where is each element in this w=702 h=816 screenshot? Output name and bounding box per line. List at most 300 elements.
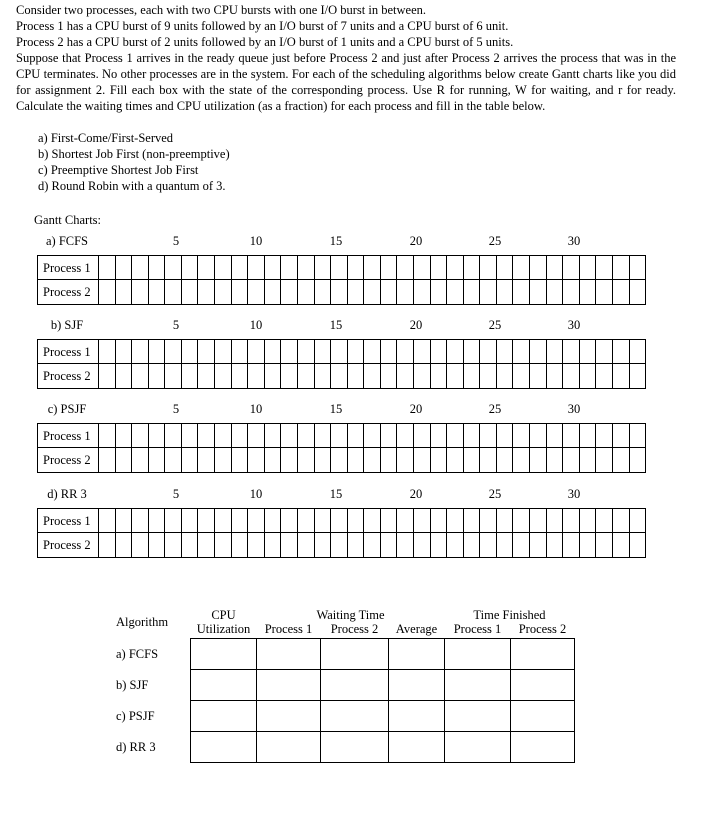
gantt-cell[interactable]: [116, 256, 133, 279]
gantt-cell[interactable]: [364, 280, 381, 304]
gantt-cell[interactable]: [248, 533, 265, 557]
time-tick-label: 25: [488, 318, 502, 332]
gantt-cell[interactable]: [447, 364, 464, 388]
gantt-cell[interactable]: [431, 448, 448, 472]
gantt-cell[interactable]: [547, 509, 564, 532]
gantt-cell[interactable]: [215, 424, 232, 447]
gantt-cell[interactable]: [198, 424, 215, 447]
gantt-cell[interactable]: [265, 533, 282, 557]
gantt-cell[interactable]: [397, 256, 414, 279]
finish-p2-cell[interactable]: [511, 701, 575, 732]
gantt-cell[interactable]: [630, 533, 646, 557]
gantt-cell[interactable]: [480, 340, 497, 363]
gantt-cell[interactable]: [513, 509, 530, 532]
gantt-cell[interactable]: [298, 256, 315, 279]
gantt-cell[interactable]: [630, 340, 646, 363]
gantt-cell[interactable]: [447, 340, 464, 363]
gantt-cell[interactable]: [99, 280, 116, 304]
gantt-cell[interactable]: [447, 256, 464, 279]
gantt-cell[interactable]: [381, 509, 398, 532]
gantt-cell[interactable]: [530, 280, 547, 304]
gantt-cell[interactable]: [381, 340, 398, 363]
gantt-cell[interactable]: [281, 448, 298, 472]
gantt-cell[interactable]: [580, 280, 597, 304]
gantt-cell[interactable]: [265, 340, 282, 363]
cpu-util-cell[interactable]: [191, 701, 257, 732]
gantt-cell[interactable]: [530, 364, 547, 388]
gantt-cell[interactable]: [381, 364, 398, 388]
gantt-cell[interactable]: [547, 364, 564, 388]
gantt-cell[interactable]: [397, 364, 414, 388]
cpu-util-cell[interactable]: [191, 639, 257, 670]
gantt-cell[interactable]: [149, 533, 166, 557]
gantt-cell[interactable]: [547, 256, 564, 279]
gantt-cell[interactable]: [381, 424, 398, 447]
gantt-cell[interactable]: [232, 448, 249, 472]
gantt-cell[interactable]: [116, 509, 133, 532]
gantt-cell[interactable]: [348, 448, 365, 472]
time-tick-label: 20: [409, 487, 423, 501]
gantt-cell[interactable]: [116, 280, 133, 304]
gantt-cell[interactable]: [149, 448, 166, 472]
gantt-cell[interactable]: [431, 509, 448, 532]
gantt-cell[interactable]: [364, 509, 381, 532]
gantt-cell[interactable]: [497, 364, 514, 388]
wait-p1-cell[interactable]: [257, 701, 321, 732]
gantt-cell[interactable]: [580, 340, 597, 363]
gantt-cell[interactable]: [232, 256, 249, 279]
gantt-cell[interactable]: [281, 256, 298, 279]
gantt-cell[interactable]: [215, 364, 232, 388]
gantt-cell[interactable]: [132, 364, 149, 388]
gantt-cell[interactable]: [580, 364, 597, 388]
gantt-cell[interactable]: [248, 280, 265, 304]
gantt-cell[interactable]: [397, 280, 414, 304]
gantt-cell[interactable]: [182, 340, 199, 363]
gantt-cell[interactable]: [563, 364, 580, 388]
gantt-cell[interactable]: [513, 340, 530, 363]
finish-p2-cell[interactable]: [511, 732, 575, 763]
gantt-cell[interactable]: [232, 424, 249, 447]
gantt-cell[interactable]: [348, 509, 365, 532]
gantt-cell[interactable]: [414, 256, 431, 279]
gantt-cell[interactable]: [464, 340, 481, 363]
gantt-cell[interactable]: [232, 364, 249, 388]
gantt-cell[interactable]: [232, 340, 249, 363]
gantt-cell[interactable]: [480, 448, 497, 472]
gantt-cell[interactable]: [464, 424, 481, 447]
gantt-cell[interactable]: [497, 533, 514, 557]
gantt-cell[interactable]: [381, 280, 398, 304]
gantt-cell[interactable]: [198, 448, 215, 472]
gantt-cell[interactable]: [613, 509, 630, 532]
gantt-cell[interactable]: [596, 533, 613, 557]
finish-p1-cell[interactable]: [445, 732, 511, 763]
gantt-cell[interactable]: [414, 340, 431, 363]
gantt-cell[interactable]: [530, 424, 547, 447]
gantt-cell[interactable]: [596, 509, 613, 532]
finish-p2-cell[interactable]: [511, 670, 575, 701]
gantt-cell[interactable]: [265, 364, 282, 388]
gantt-cell[interactable]: [165, 364, 182, 388]
gantt-cell[interactable]: [431, 340, 448, 363]
gantt-cell[interactable]: [431, 364, 448, 388]
wait-p2-cell[interactable]: [321, 670, 389, 701]
gantt-cell[interactable]: [630, 280, 646, 304]
gantt-cell[interactable]: [165, 256, 182, 279]
gantt-row: [37, 508, 646, 533]
gantt-cell[interactable]: [165, 280, 182, 304]
gantt-cell[interactable]: [149, 340, 166, 363]
gantt-cell[interactable]: [414, 364, 431, 388]
gantt-cell[interactable]: [281, 509, 298, 532]
gantt-cell[interactable]: [530, 509, 547, 532]
gantt-cell[interactable]: [182, 533, 199, 557]
gantt-cell[interactable]: [464, 448, 481, 472]
waiting-p2-header: Process 2: [330, 622, 379, 636]
gantt-cell[interactable]: [298, 364, 315, 388]
gantt-cell[interactable]: [480, 364, 497, 388]
gantt-cell[interactable]: [132, 533, 149, 557]
gantt-cell[interactable]: [198, 533, 215, 557]
gantt-cell[interactable]: [431, 533, 448, 557]
gantt-cell[interactable]: [232, 533, 249, 557]
gantt-cell[interactable]: [331, 280, 348, 304]
gantt-cell[interactable]: [447, 533, 464, 557]
gantt-cell[interactable]: [348, 340, 365, 363]
gantt-cell[interactable]: [364, 448, 381, 472]
gantt-cell[interactable]: [331, 533, 348, 557]
gantt-cell[interactable]: [182, 448, 199, 472]
gantt-cell[interactable]: [248, 256, 265, 279]
gantt-cell[interactable]: [149, 256, 166, 279]
gantt-cell[interactable]: [132, 340, 149, 363]
gantt-cell[interactable]: [397, 340, 414, 363]
gantt-cell[interactable]: [596, 448, 613, 472]
time-tick-label: 5: [172, 402, 180, 416]
gantt-cell[interactable]: [613, 256, 630, 279]
gantt-cell[interactable]: [630, 448, 646, 472]
cpu-util-cell[interactable]: [191, 732, 257, 763]
gantt-cell[interactable]: [547, 340, 564, 363]
gantt-cell[interactable]: [414, 509, 431, 532]
gantt-cell[interactable]: [99, 424, 116, 447]
gantt-cell[interactable]: [348, 280, 365, 304]
gantt-cell[interactable]: [414, 448, 431, 472]
gantt-cell[interactable]: [348, 533, 365, 557]
gantt-cell[interactable]: [613, 424, 630, 447]
wait-p1-cell[interactable]: [257, 670, 321, 701]
gantt-cell[interactable]: [596, 364, 613, 388]
gantt-cell[interactable]: [513, 424, 530, 447]
gantt-cell[interactable]: [431, 280, 448, 304]
gantt-cell[interactable]: [298, 509, 315, 532]
gantt-cell[interactable]: [547, 280, 564, 304]
gantt-cell[interactable]: [447, 448, 464, 472]
gantt-cell[interactable]: [513, 364, 530, 388]
gantt-cell[interactable]: [99, 509, 116, 532]
finish-p1-cell[interactable]: [445, 670, 511, 701]
gantt-cell[interactable]: [182, 256, 199, 279]
gantt-cell[interactable]: [431, 256, 448, 279]
gantt-cell[interactable]: [215, 509, 232, 532]
gantt-cell[interactable]: [630, 509, 646, 532]
gantt-cell[interactable]: [298, 424, 315, 447]
gantt-cell[interactable]: [116, 448, 133, 472]
gantt-cell[interactable]: [348, 424, 365, 447]
gantt-cell[interactable]: [198, 340, 215, 363]
gantt-cell[interactable]: [580, 424, 597, 447]
gantt-cell[interactable]: [348, 256, 365, 279]
gantt-cell[interactable]: [298, 448, 315, 472]
wait-avg-cell[interactable]: [389, 732, 445, 763]
gantt-cell[interactable]: [315, 448, 332, 472]
gantt-cell[interactable]: [596, 340, 613, 363]
gantt-cell[interactable]: [563, 280, 580, 304]
gantt-cell[interactable]: [497, 256, 514, 279]
gantt-cell[interactable]: [513, 533, 530, 557]
gantt-cell[interactable]: [613, 448, 630, 472]
gantt-cell[interactable]: [580, 533, 597, 557]
gantt-cell[interactable]: [182, 280, 199, 304]
gantt-cell[interactable]: [596, 424, 613, 447]
gantt-cell[interactable]: [580, 448, 597, 472]
gantt-cell[interactable]: [182, 364, 199, 388]
gantt-cell[interactable]: [580, 256, 597, 279]
gantt-cell[interactable]: [215, 280, 232, 304]
gantt-cell[interactable]: [116, 424, 133, 447]
gantt-cell[interactable]: [480, 533, 497, 557]
gantt-cell[interactable]: [165, 340, 182, 363]
gantt-cell[interactable]: [198, 256, 215, 279]
finish-p1-cell[interactable]: [445, 701, 511, 732]
gantt-cell[interactable]: [630, 256, 646, 279]
gantt-cell[interactable]: [99, 340, 116, 363]
gantt-cell[interactable]: [99, 364, 116, 388]
gantt-cell[interactable]: [381, 448, 398, 472]
gantt-cell[interactable]: [198, 509, 215, 532]
gantt-cell[interactable]: [182, 424, 199, 447]
wait-avg-cell[interactable]: [389, 701, 445, 732]
gantt-cell[interactable]: [298, 533, 315, 557]
gantt-cell[interactable]: [331, 340, 348, 363]
gantt-cell[interactable]: [613, 533, 630, 557]
gantt-cell[interactable]: [99, 448, 116, 472]
gantt-cell[interactable]: [116, 364, 133, 388]
gantt-cell[interactable]: [298, 340, 315, 363]
gantt-cell[interactable]: [497, 448, 514, 472]
gantt-cell[interactable]: [265, 424, 282, 447]
finished-p2-header: Process 2: [518, 622, 567, 636]
gantt-cell[interactable]: [513, 256, 530, 279]
gantt-cell[interactable]: [149, 280, 166, 304]
gantt-cell[interactable]: [215, 448, 232, 472]
gantt-cell[interactable]: [447, 280, 464, 304]
wait-p2-cell[interactable]: [321, 701, 389, 732]
gantt-cell[interactable]: [563, 340, 580, 363]
gantt-cell[interactable]: [281, 424, 298, 447]
gantt-cell[interactable]: [447, 509, 464, 532]
gantt-cell[interactable]: [331, 364, 348, 388]
gantt-cell[interactable]: [232, 280, 249, 304]
gantt-cell[interactable]: [547, 448, 564, 472]
gantt-cell[interactable]: [563, 448, 580, 472]
gantt-cell[interactable]: [480, 509, 497, 532]
gantt-cell[interactable]: [547, 533, 564, 557]
gantt-cell[interactable]: [215, 340, 232, 363]
gantt-cell[interactable]: [315, 364, 332, 388]
gantt-cell[interactable]: [530, 256, 547, 279]
wait-p1-cell[interactable]: [257, 639, 321, 670]
gantt-cell[interactable]: [116, 340, 133, 363]
cpu-util-cell[interactable]: [191, 670, 257, 701]
gantt-cell[interactable]: [281, 340, 298, 363]
gantt-row-label: Process 2: [43, 538, 91, 552]
gantt-cell[interactable]: [364, 424, 381, 447]
gantt-cell[interactable]: [165, 533, 182, 557]
gantt-cell[interactable]: [497, 340, 514, 363]
gantt-cell[interactable]: [248, 364, 265, 388]
time-tick-label: 25: [488, 234, 502, 248]
gantt-cell[interactable]: [547, 424, 564, 447]
finish-p1-cell[interactable]: [445, 639, 511, 670]
gantt-cell[interactable]: [364, 533, 381, 557]
gantt-cell[interactable]: [315, 533, 332, 557]
gantt-cell[interactable]: [348, 364, 365, 388]
gantt-cell[interactable]: [630, 424, 646, 447]
gantt-section: [0, 318, 702, 398]
algorithm-options: [38, 130, 230, 194]
gantt-cell[interactable]: [563, 533, 580, 557]
cpu-header: CPU: [211, 608, 236, 622]
wait-avg-cell[interactable]: [389, 670, 445, 701]
gantt-cell[interactable]: [132, 509, 149, 532]
gantt-cell[interactable]: [397, 424, 414, 447]
gantt-cell[interactable]: [149, 509, 166, 532]
gantt-cell[interactable]: [149, 424, 166, 447]
gantt-cell[interactable]: [480, 424, 497, 447]
gantt-cell[interactable]: [132, 256, 149, 279]
gantt-cell[interactable]: [381, 533, 398, 557]
gantt-cell[interactable]: [132, 280, 149, 304]
gantt-cell[interactable]: [232, 509, 249, 532]
gantt-cell[interactable]: [580, 509, 597, 532]
gantt-cell[interactable]: [281, 280, 298, 304]
gantt-cell[interactable]: [182, 509, 199, 532]
gantt-cell[interactable]: [198, 364, 215, 388]
gantt-cell[interactable]: [331, 509, 348, 532]
gantt-cell[interactable]: [497, 280, 514, 304]
gantt-cell[interactable]: [397, 509, 414, 532]
gantt-cell[interactable]: [315, 256, 332, 279]
gantt-cell[interactable]: [530, 448, 547, 472]
gantt-cell[interactable]: [464, 509, 481, 532]
gantt-cell[interactable]: [265, 509, 282, 532]
gantt-cell[interactable]: [381, 256, 398, 279]
gantt-cell[interactable]: [563, 509, 580, 532]
finish-p2-cell[interactable]: [511, 639, 575, 670]
gantt-cell[interactable]: [464, 280, 481, 304]
gantt-cell[interactable]: [530, 340, 547, 363]
gantt-cell[interactable]: [215, 256, 232, 279]
gantt-cell[interactable]: [265, 280, 282, 304]
gantt-cell[interactable]: [563, 256, 580, 279]
gantt-cell[interactable]: [613, 364, 630, 388]
gantt-cell[interactable]: [397, 448, 414, 472]
gantt-cell[interactable]: [331, 256, 348, 279]
gantt-cell[interactable]: [364, 340, 381, 363]
gantt-cell[interactable]: [613, 280, 630, 304]
gantt-cell[interactable]: [132, 448, 149, 472]
gantt-cell[interactable]: [630, 364, 646, 388]
gantt-cell[interactable]: [331, 448, 348, 472]
gantt-cell[interactable]: [248, 340, 265, 363]
gantt-cell[interactable]: [315, 340, 332, 363]
gantt-cell[interactable]: [165, 424, 182, 447]
gantt-cell[interactable]: [596, 256, 613, 279]
gantt-cell[interactable]: [480, 256, 497, 279]
gantt-cell[interactable]: [331, 424, 348, 447]
gantt-cell[interactable]: [198, 280, 215, 304]
gantt-cell[interactable]: [480, 280, 497, 304]
gantt-cell[interactable]: [215, 533, 232, 557]
wait-p1-cell[interactable]: [257, 732, 321, 763]
gantt-cell[interactable]: [99, 533, 116, 557]
gantt-cell[interactable]: [315, 280, 332, 304]
gantt-cell[interactable]: [530, 533, 547, 557]
gantt-cell[interactable]: [397, 533, 414, 557]
gantt-cell[interactable]: [315, 424, 332, 447]
gantt-cell[interactable]: [281, 533, 298, 557]
gantt-cell[interactable]: [497, 424, 514, 447]
gantt-cell[interactable]: [364, 256, 381, 279]
gantt-cell[interactable]: [414, 533, 431, 557]
gantt-cell[interactable]: [497, 509, 514, 532]
gantt-cell[interactable]: [364, 364, 381, 388]
gantt-cell[interactable]: [132, 424, 149, 447]
gantt-cell[interactable]: [165, 509, 182, 532]
gantt-cell[interactable]: [248, 424, 265, 447]
wait-p2-cell[interactable]: [321, 639, 389, 670]
gantt-cell[interactable]: [116, 533, 133, 557]
gantt-cell[interactable]: [414, 424, 431, 447]
gantt-cell[interactable]: [431, 424, 448, 447]
gantt-cell[interactable]: [447, 424, 464, 447]
gantt-cell[interactable]: [265, 448, 282, 472]
gantt-cell[interactable]: [99, 256, 116, 279]
gantt-cell[interactable]: [298, 280, 315, 304]
gantt-cell[interactable]: [414, 280, 431, 304]
gantt-cell[interactable]: [265, 256, 282, 279]
gantt-cell[interactable]: [596, 280, 613, 304]
gantt-cell[interactable]: [464, 364, 481, 388]
gantt-cell[interactable]: [165, 448, 182, 472]
gantt-cell[interactable]: [315, 509, 332, 532]
gantt-cell[interactable]: [281, 364, 298, 388]
gantt-cell[interactable]: [464, 256, 481, 279]
gantt-cell[interactable]: [563, 424, 580, 447]
wait-p2-cell[interactable]: [321, 732, 389, 763]
gantt-cell[interactable]: [248, 509, 265, 532]
gantt-cell[interactable]: [248, 448, 265, 472]
gantt-cell[interactable]: [513, 280, 530, 304]
wait-avg-cell[interactable]: [389, 639, 445, 670]
gantt-cell[interactable]: [513, 448, 530, 472]
gantt-cell[interactable]: [464, 533, 481, 557]
time-tick-label: 30: [567, 234, 581, 248]
gantt-cell[interactable]: [613, 340, 630, 363]
gantt-cell[interactable]: [149, 364, 166, 388]
